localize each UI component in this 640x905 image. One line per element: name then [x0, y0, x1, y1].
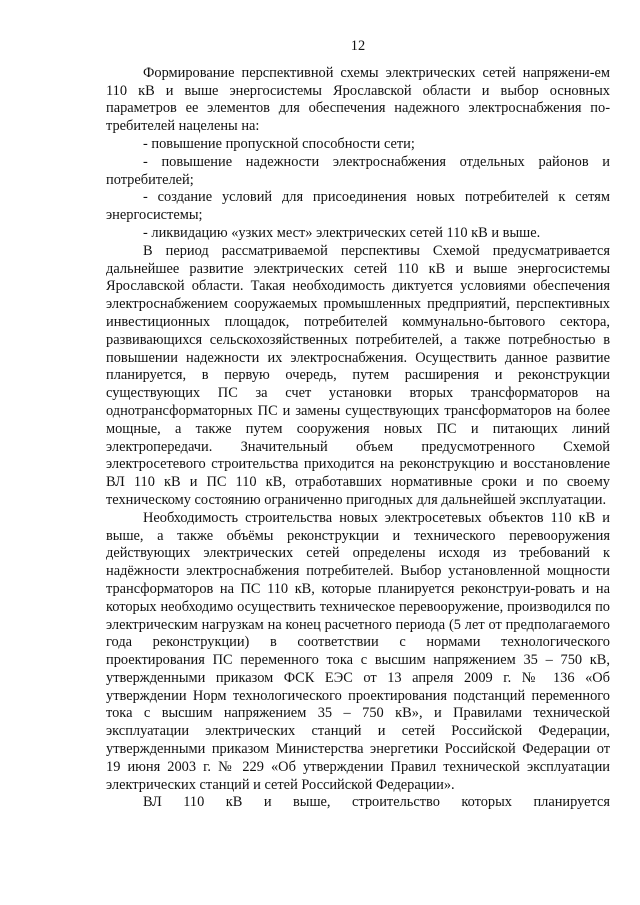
development-paragraph: В период рассматриваемой перспективы Схемой предусматривается дальнейшее развитие электрических сетей 110 кВ и выше энергосистемы Ярославской области. Такая необходимость диктуется условиями обеспечения электроснабжением сооружаемых промышленных предприятий, перспективных инвестиционных площадок, потребителей коммунально-бытового сектора, развивающихся сельскохозяйственных потребителей, а также потребностью в повышении надежности их электроснабжения. Осуществить данное развитие планируется, в первую очередь, путем расширения и реконструкции существующих ПС за счет установки вторых трансформаторов на однотрансформаторных ПС и замены существующих трансформаторов на более мощные, а также путем сооружения новых ПС и питающих линий электропередачи. Значительный объем предусмотренного Схемой электросетевого строительства приходится на реконструкцию и восстановление ВЛ 110 кВ и ПС 110 кВ, отработавших нормативные сроки и по своему техническому состоянию ограниченно пригодных для дальнейшей эксплуатации. [106, 242, 610, 508]
list-item-bottlenecks: - ликвидацию «узких мест» электрических сетей 110 кВ и выше. [143, 224, 541, 241]
intro-paragraph: Формирование перспективной схемы электрических сетей напряжени-ем 110 кВ и выше энергосистемы Ярославской области и выбор основных параметров ее элементов для обеспечения надежного электроснабжения по-требителей нацелены на: [106, 64, 610, 135]
overhead-lines-paragraph: ВЛ 110 кВ и выше, строительство которых планируется [143, 794, 610, 811]
construction-necessity-paragraph: Необходимость строительства новых электросетевых объектов 110 кВ и выше, а также объёмы реконструкции и технического перевооружения действующих электрических сетей определены исходя из требований к надёжности электроснабжения потребителей. Выбор установленной мощности трансформаторов на ПС 110 кВ, которые планируется реконструи-ровать и на которых необходимо осуществить техническое перевооружение, производился по электрическим нагрузкам на конец расчетного периода (5 лет от предполагаемого года реконструкции) в соответствии с нормами технологического проектирования ПС переменного тока с высшим напряжением 35 – 750 кВ, утвержденными приказом ФСК ЕЭС от 13 апреля 2009 г. № 136 «Об утверждении Норм технологического проектирования подстанций переменного тока с высшим напряжением 35 – 750 кВ», и Правилами технической эксплуатации электрических станций и сетей Российской Федерации, утвержденными приказом Министерства энергетики Российской Федерации от 19 июня 2003 г. № 229 «Об утверждении Правил технической эксплуатации электрических станций и сетей Российской Федерации». [106, 509, 610, 793]
page-number: 12 [350, 38, 366, 54]
list-item-new-consumers: - создание условий для присоединения новых потребителей к сетям энергосистемы; [106, 189, 610, 224]
document-page [106, 38, 610, 812]
list-item-reliability: - повышение надежности электроснабжения отдельных районов и потребителей; [106, 153, 610, 188]
list-item-capacity: - повышение пропускной способности сети; [143, 135, 415, 152]
